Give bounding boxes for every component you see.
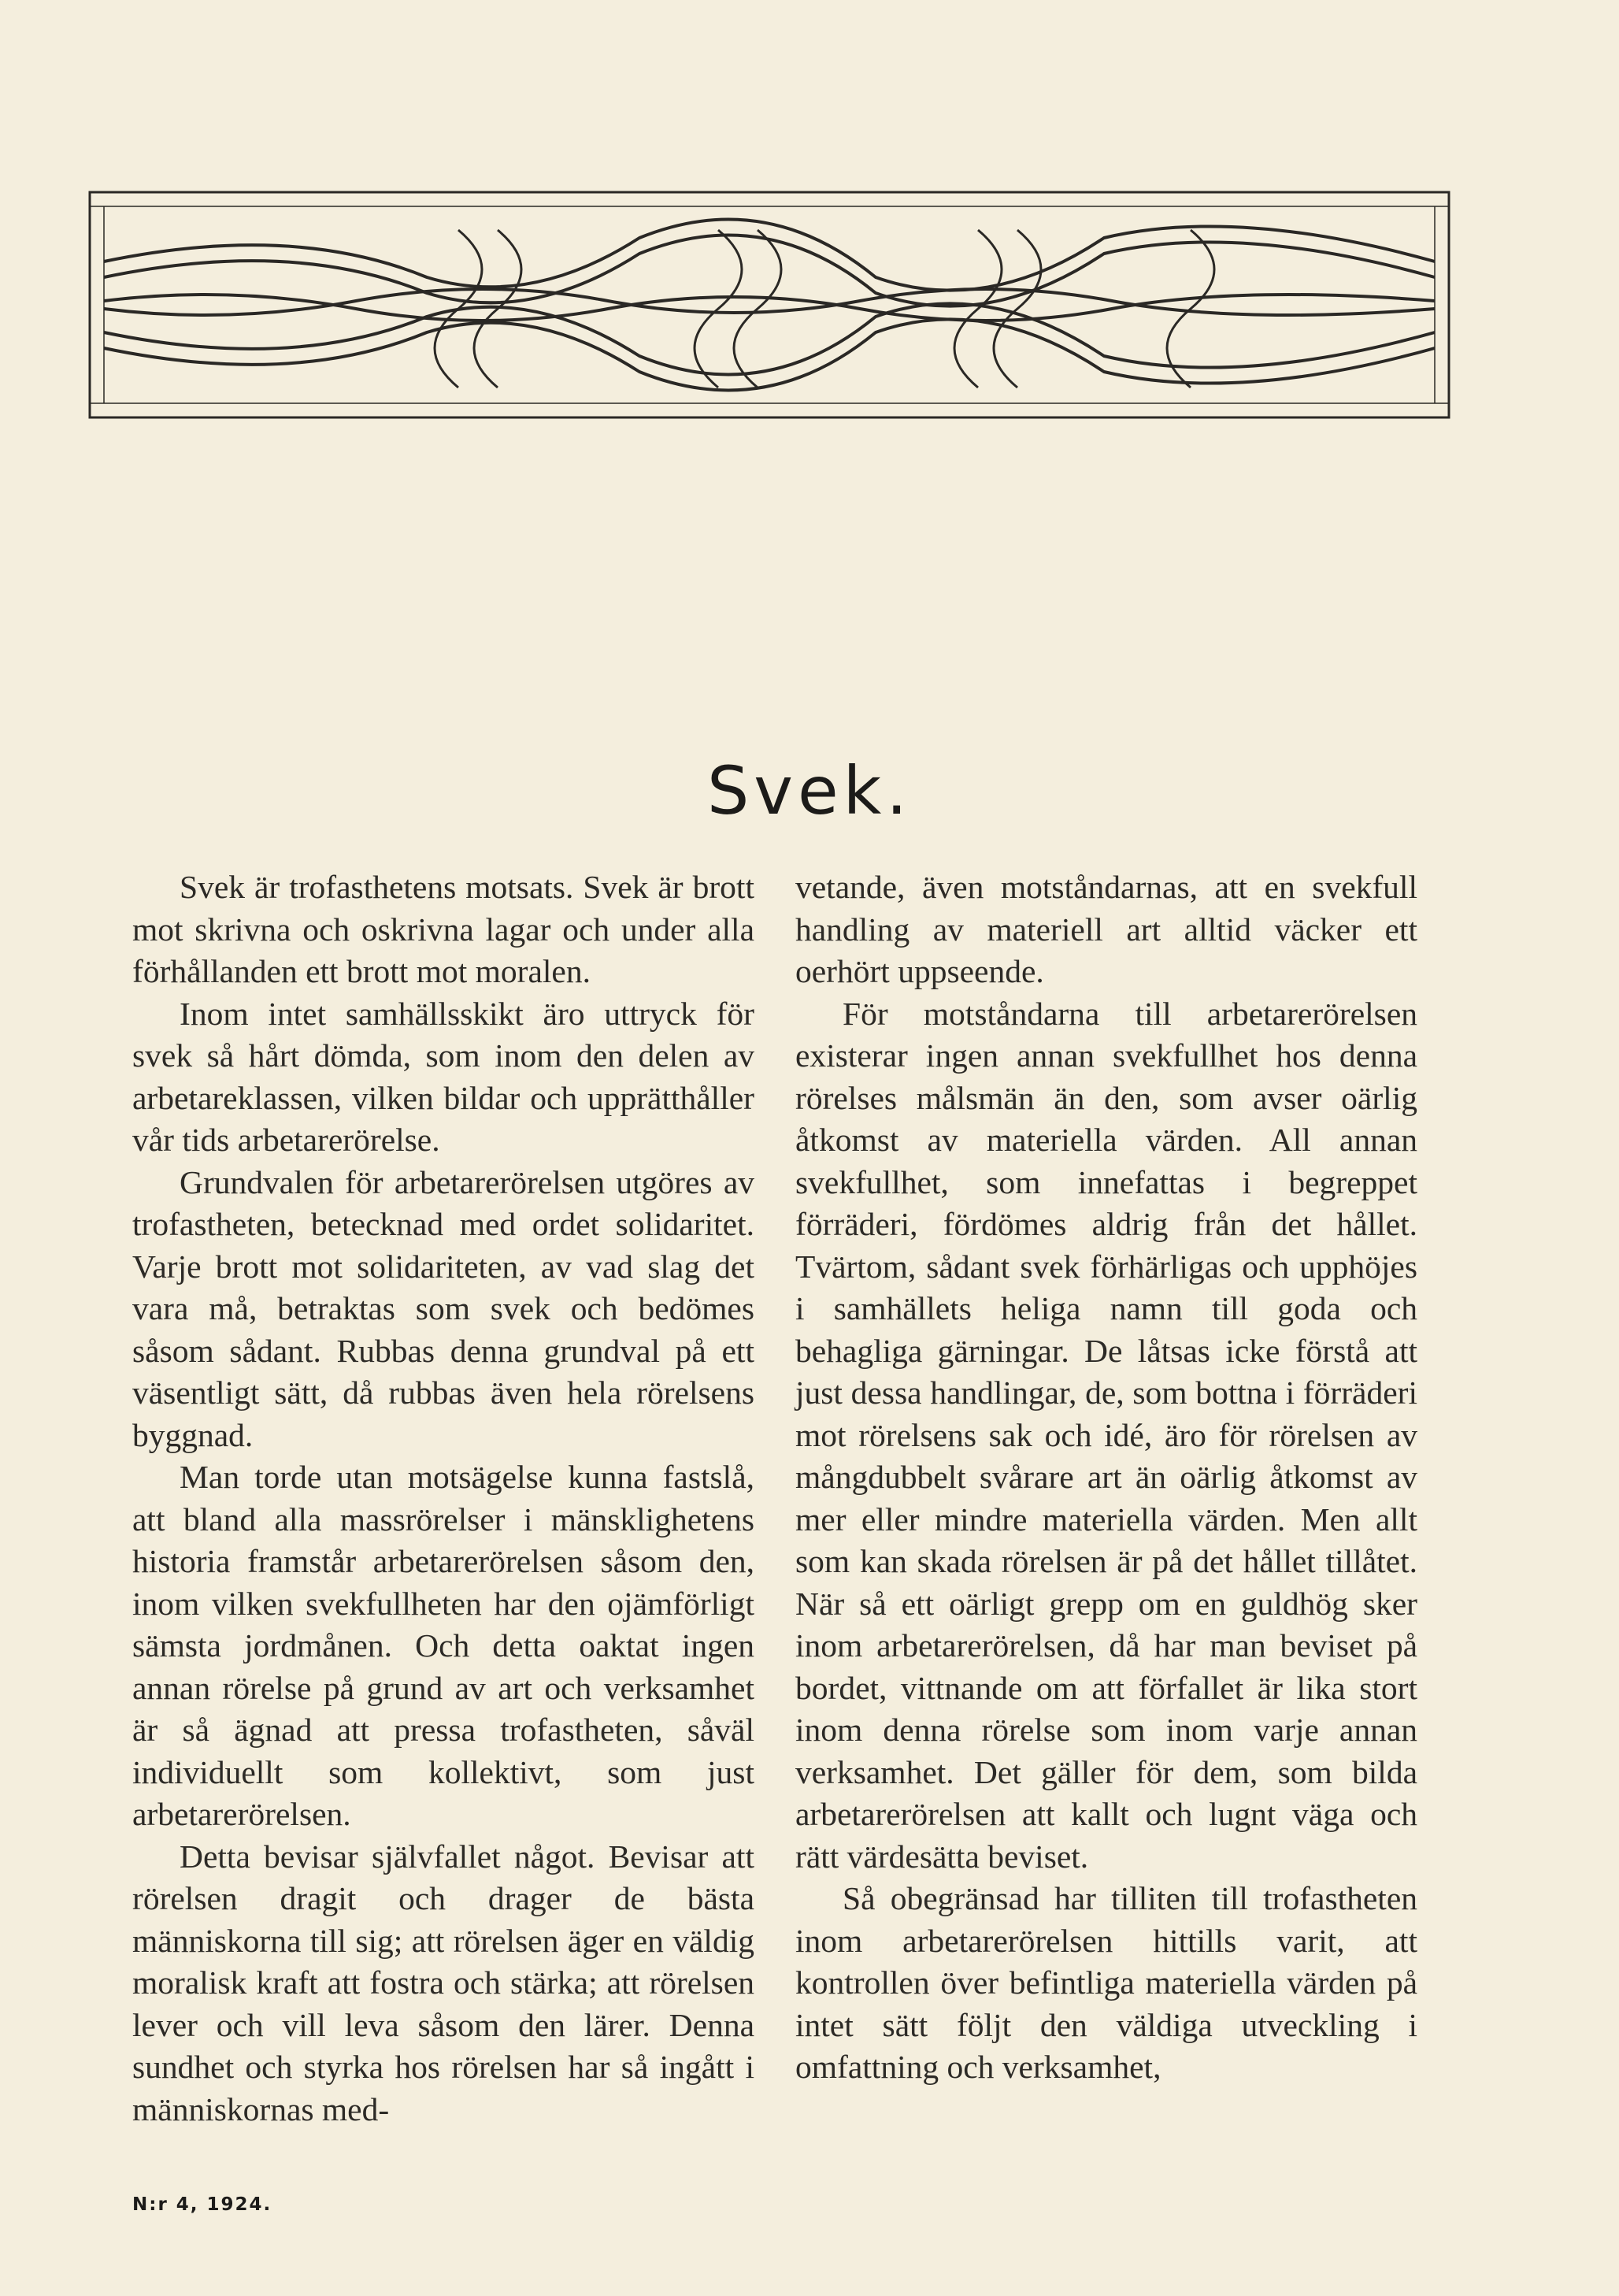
right-column — [795, 866, 1417, 2089]
braided-border-ornament — [88, 191, 1450, 419]
issue-footer: N:r 4, 1924. — [132, 2194, 272, 2215]
paragraph: Detta bevisar självfallet något. Bevisar att rörelsen dragit och drager de bästa människorna till sig; att rörelsen äger en väldig moralisk kraft att fostra och stärka; att rörelsen lever och vill leva såsom den lärer. Denna sundhet och styrka hos rörelsen har så ingått i människornas med- — [132, 1838, 754, 2127]
paragraph: För motståndarna till arbetarerörelsen existerar ingen annan svekfullhet hos denna rörelses målsmän än den, som avser oärlig åtkomst av materiella värden. All annan svekfullhet, som innefattas i begreppet förräderi, fördömes aldrig från det hållet. Tvärtom, sådant svek förhärligas och upphöjes i samhällets heliga namn till goda och behagliga gärningar. De låtsas icke förstå att just dessa handlingar, de, som bottna i förräderi mot rörelsens sak och idé, äro för rörelsen av mångdubbelt svårare art än oärlig åtkomst av mer eller mindre materiella värden. Men allt som kan skada rörelsen är på det hållet tillåtet. När så ett oärligt grepp om en guldhög sker inom arbetarerörelsen, då har man beviset på bordet, vittnande om att förfallet är lika stort inom denna rörelse som inom varje annan verksamhet. Det gäller för dem, som bilda arbetarerörelsen att kallt och lugnt väga och rätt värdesätta beviset. — [795, 995, 1417, 1875]
paragraph: vetande, även motståndarnas, att en svekfull handling av materiell art alltid väcker ett oerhört uppseende. — [795, 869, 1417, 989]
paragraph: Inom intet samhällsskikt äro uttryck för svek så hårt dömda, som inom den delen av arbetareklassen, vilken bildar och upprätthåller vår tids arbetarerörelse. — [132, 995, 754, 1158]
paragraph: Svek är trofasthetens motsats. Svek är brott mot skrivna och oskrivna lagar och under alla förhållanden ett brott mot moralen. — [132, 869, 754, 989]
paragraph: Man torde utan motsägelse kunna fastslå, att bland alla massrörelser i mänsklighetens historia framstår arbetarerörelsen såsom den, inom vilken svekfullheten har den ojämförligt sämsta jordmånen. Och detta oaktat ingen annan rörelse på grund av art och verksamhet är så ägnad att pressa trofastheten, såväl individuellt som kollektivt, som just arbetarerörelsen. — [132, 1459, 754, 1832]
left-column — [132, 866, 754, 2131]
article-title: Svek. — [706, 752, 913, 829]
paragraph: Grundvalen för arbetarerörelsen utgöres av trofastheten, betecknad med ordet solidaritet. Varje brott mot solidariteten, av vad slag det vara må, betraktas som svek och bedömes såsom sådant. Rubbas denna grundval på ett väsentligt sätt, då rubbas även hela rörelsens byggnad. — [132, 1163, 754, 1453]
paragraph: Så obegränsad har tilliten till trofastheten inom arbetarerörelsen hittills varit, att kontrollen över befintliga materiella värden på intet sätt följt den väldiga utveckling i omfattning och verksamhet, — [795, 1880, 1417, 2085]
